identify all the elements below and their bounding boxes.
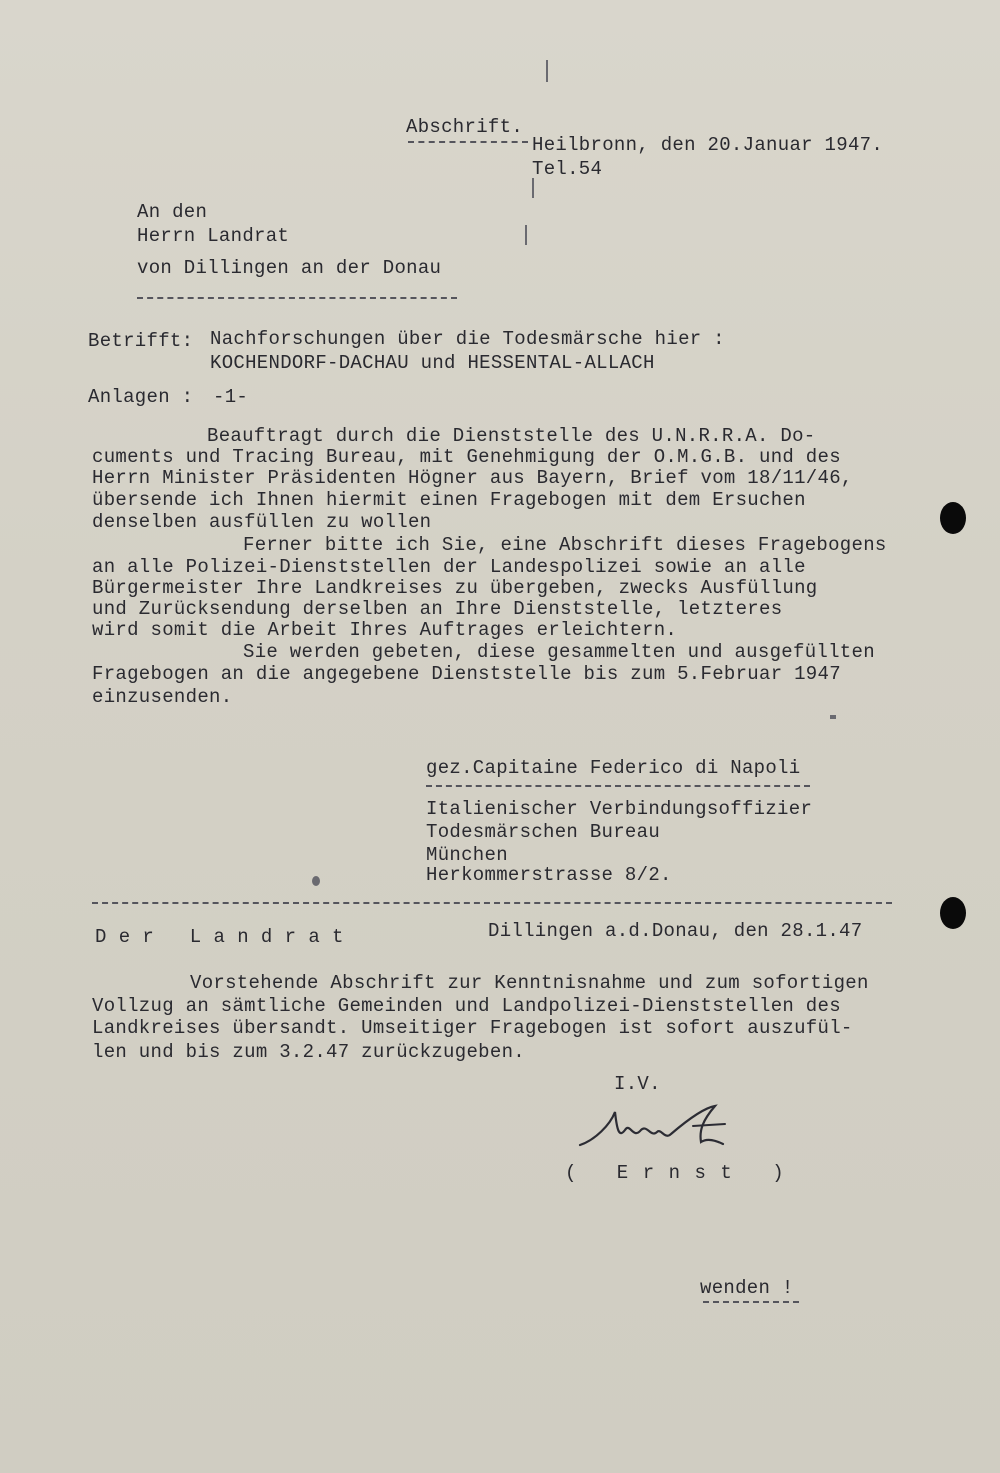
forwarding-line: len und bis zum 3.2.47 zurückzugeben. xyxy=(92,1041,525,1063)
body-line: Beauftragt durch die Dienststelle des U.N.R.R.A. Do- xyxy=(207,425,816,447)
forwarding-line: Landkreises übersandt. Umseitiger Fragebogen ist sofort auszufül- xyxy=(92,1017,853,1039)
signer-name: ( Ernst ) xyxy=(565,1162,799,1184)
body-line: übersende ich Ihnen hiermit einen Fragebogen mit dem Ersuchen xyxy=(92,489,806,511)
recipient-underline xyxy=(137,297,457,299)
turn-over-underline xyxy=(703,1301,799,1303)
officer-street: Herkommerstrasse 8/2. xyxy=(426,864,672,886)
copy-label: Abschrift. xyxy=(406,116,524,138)
copy-underline xyxy=(408,141,528,143)
forwarding-sender: Der Landrat xyxy=(95,926,356,948)
punch-hole-bottom xyxy=(940,897,966,929)
punch-hole-top xyxy=(940,502,966,534)
ink-mark xyxy=(546,60,548,82)
recipient-line-3: von Dillingen an der Donau xyxy=(137,257,442,279)
ink-mark xyxy=(532,178,534,198)
body-line: Bürgermeister Ihre Landkreises zu übergeben, zwecks Ausfüllung xyxy=(92,577,818,599)
body-line: denselben ausfüllen zu wollen xyxy=(92,511,432,533)
subject-label: Betrifft: xyxy=(88,330,194,352)
turn-over-note: wenden ! xyxy=(700,1277,794,1299)
subject-line-2: KOCHENDORF-DACHAU und HESSENTAL-ALLACH xyxy=(210,352,655,374)
section-separator xyxy=(92,902,892,904)
body-line: cuments und Tracing Bureau, mit Genehmigung der O.M.G.B. und des xyxy=(92,446,841,468)
handwritten-signature xyxy=(575,1100,735,1160)
body-line: an alle Polizei-Dienststellen der Landespolizei sowie an alle xyxy=(92,556,806,578)
attachments-value: -1- xyxy=(213,386,249,408)
ink-mark xyxy=(525,225,527,245)
subject-line-1: Nachforschungen über die Todesmärsche hier : xyxy=(210,328,725,350)
officer-role: Italienischer Verbindungsoffizier xyxy=(426,798,813,820)
place-date: Heilbronn, den 20.Januar 1947. xyxy=(532,134,884,156)
body-line: Ferner bitte ich Sie, eine Abschrift dieses Fragebogens xyxy=(243,534,887,556)
body-line: wird somit die Arbeit Ihres Auftrages erleichtern. xyxy=(92,619,678,641)
officer-city: München xyxy=(426,844,508,866)
body-line: Sie werden gebeten, diese gesammelten und ausgefüllten xyxy=(243,641,875,663)
signature-underline xyxy=(426,785,810,787)
body-line: und Zurücksendung derselben an Ihre Dienststelle, letzteres xyxy=(92,598,783,620)
ink-mark xyxy=(312,876,320,886)
attachments-label: Anlagen : xyxy=(88,386,194,408)
forwarding-place-date: Dillingen a.d.Donau, den 28.1.47 xyxy=(488,920,863,942)
recipient-line-1: An den xyxy=(137,201,208,223)
body-line: Fragebogen an die angegebene Dienststelle bis zum 5.Februar 1947 xyxy=(92,663,841,685)
forwarding-line: Vorstehende Abschrift zur Kenntnisnahme und zum sofortigen xyxy=(190,972,869,994)
forwarding-line: Vollzug an sämtliche Gemeinden und Landpolizei-Dienststellen des xyxy=(92,995,841,1017)
body-line: einzusenden. xyxy=(92,686,233,708)
iv-label: I.V. xyxy=(614,1073,661,1095)
officer-office: Todesmärschen Bureau xyxy=(426,821,661,843)
signed-by: gez.Capitaine Federico di Napoli xyxy=(426,757,801,779)
body-line: Herrn Minister Präsidenten Högner aus Bayern, Brief vom 18/11/46, xyxy=(92,467,853,489)
ink-mark xyxy=(830,715,836,719)
phone-number: Tel.54 xyxy=(532,158,603,180)
recipient-line-2: Herrn Landrat xyxy=(137,225,290,247)
